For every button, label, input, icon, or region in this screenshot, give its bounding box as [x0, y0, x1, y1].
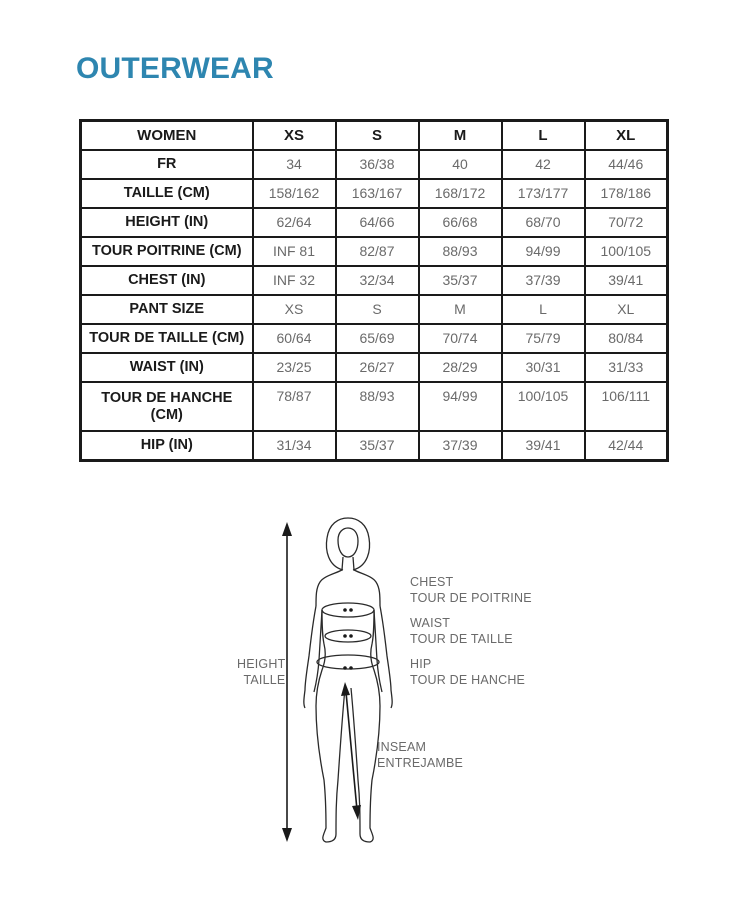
table-cell: 163/167 — [336, 179, 419, 208]
table-cell: INF 32 — [253, 266, 336, 295]
table-row — [81, 324, 668, 353]
table-cell: 44/46 — [585, 150, 668, 179]
table-cell: 94/99 — [419, 382, 502, 431]
row-label: TOUR POITRINE (CM) — [81, 237, 253, 266]
table-cell: 37/39 — [502, 266, 585, 295]
row-label: TOUR DE TAILLE (CM) — [81, 324, 253, 353]
table-row — [81, 353, 668, 382]
table-cell: 78/87 — [253, 382, 336, 431]
row-label: HEIGHT (IN) — [81, 208, 253, 237]
size-chart-table — [79, 119, 669, 462]
measurement-figure — [0, 510, 740, 850]
table-cell: 28/29 — [419, 353, 502, 382]
table-row — [81, 266, 668, 295]
table-cell: 168/172 — [419, 179, 502, 208]
table-cell: 68/70 — [502, 208, 585, 237]
table-cell: 88/93 — [419, 237, 502, 266]
table-cell: XL — [585, 295, 668, 324]
table-cell: 65/69 — [336, 324, 419, 353]
header-cell-size: XL — [585, 121, 668, 151]
hip-label: HIP TOUR DE HANCHE — [410, 657, 526, 687]
row-label: WAIST (IN) — [81, 353, 253, 382]
table-cell: 70/72 — [585, 208, 668, 237]
table-cell: XS — [253, 295, 336, 324]
table-cell: 36/38 — [336, 150, 419, 179]
table-row — [81, 150, 668, 179]
table-cell: S — [336, 295, 419, 324]
page-title: OUTERWEAR — [76, 52, 274, 85]
header-cell-size: L — [502, 121, 585, 151]
table-cell: 94/99 — [502, 237, 585, 266]
table-row — [81, 237, 668, 266]
row-label: TOUR DE HANCHE (CM) — [81, 382, 253, 431]
table-cell: 30/31 — [502, 353, 585, 382]
inseam-label: INSEAM ENTREJAMBE — [377, 740, 464, 770]
table-cell: INF 81 — [253, 237, 336, 266]
table-cell: 35/37 — [336, 431, 419, 461]
table-row — [81, 295, 668, 324]
row-label: TAILLE (CM) — [81, 179, 253, 208]
table-cell: 40 — [419, 150, 502, 179]
table-cell: 31/33 — [585, 353, 668, 382]
table-cell: 70/74 — [419, 324, 502, 353]
table-cell: 62/64 — [253, 208, 336, 237]
row-label: PANT SIZE — [81, 295, 253, 324]
table-cell: 37/39 — [419, 431, 502, 461]
table-cell: 173/177 — [502, 179, 585, 208]
table-header-row — [81, 121, 668, 151]
table-row — [81, 382, 668, 431]
table-cell: 23/25 — [253, 353, 336, 382]
table-cell: 42 — [502, 150, 585, 179]
header-cell-size: S — [336, 121, 419, 151]
table-cell: 26/27 — [336, 353, 419, 382]
woman-silhouette-icon — [304, 518, 392, 842]
table-cell: 100/105 — [585, 237, 668, 266]
table-cell: 88/93 — [336, 382, 419, 431]
table-cell: 158/162 — [253, 179, 336, 208]
chest-label: CHEST TOUR DE POITRINE — [410, 575, 532, 605]
row-label: HIP (IN) — [81, 431, 253, 461]
row-label: CHEST (IN) — [81, 266, 253, 295]
waist-label: WAIST TOUR DE TAILLE — [410, 616, 513, 646]
height-label: HEIGHT TAILLE — [237, 657, 286, 687]
header-cell-size: XS — [253, 121, 336, 151]
table-cell: 178/186 — [585, 179, 668, 208]
header-cell-women: WOMEN — [81, 121, 253, 151]
table-cell: 80/84 — [585, 324, 668, 353]
body-silhouette-illustration — [0, 510, 740, 850]
table-cell: 32/34 — [336, 266, 419, 295]
table-cell: 34 — [253, 150, 336, 179]
table-cell: 64/66 — [336, 208, 419, 237]
table-cell: M — [419, 295, 502, 324]
table-cell: 82/87 — [336, 237, 419, 266]
table-cell: 39/41 — [502, 431, 585, 461]
table-cell: 42/44 — [585, 431, 668, 461]
table-cell: 106/111 — [585, 382, 668, 431]
table-cell: 100/105 — [502, 382, 585, 431]
table-cell: 60/64 — [253, 324, 336, 353]
row-label: FR — [81, 150, 253, 179]
table-row — [81, 179, 668, 208]
table-cell: L — [502, 295, 585, 324]
table-cell: 31/34 — [253, 431, 336, 461]
table-cell: 75/79 — [502, 324, 585, 353]
header-cell-size: M — [419, 121, 502, 151]
table-cell: 35/37 — [419, 266, 502, 295]
table-cell: 66/68 — [419, 208, 502, 237]
table-row — [81, 431, 668, 461]
measurement-bands — [317, 603, 379, 669]
table-row — [81, 208, 668, 237]
table-cell: 39/41 — [585, 266, 668, 295]
